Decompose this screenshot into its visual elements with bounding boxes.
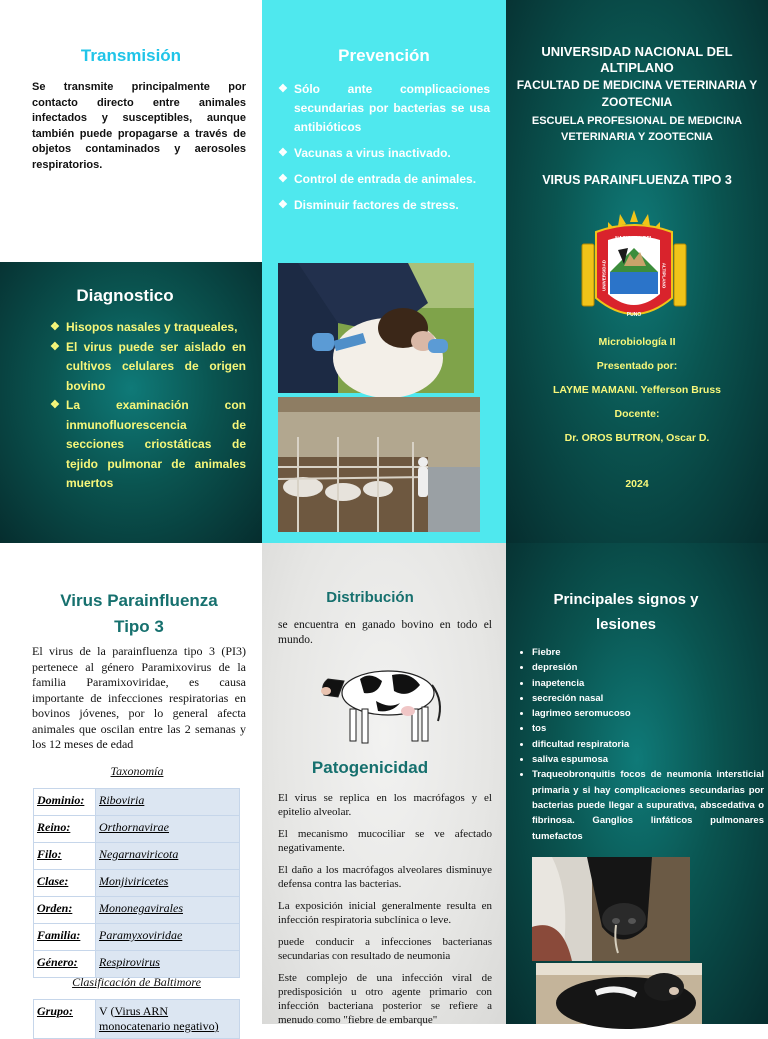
transmision-title: Transmisión bbox=[80, 46, 182, 65]
teacher-label: Docente: bbox=[614, 408, 660, 420]
table-row: Género: Respirovirus bbox=[34, 951, 240, 978]
list-item: • depresión bbox=[532, 660, 764, 675]
table-row: Orden: Mononegavirales bbox=[34, 897, 240, 924]
transmision-panel bbox=[0, 0, 262, 262]
patogenicidad-title: Patogenicidad bbox=[311, 758, 429, 777]
list-item: • Fiebre bbox=[532, 645, 764, 660]
signos-title: Principales signos y lesiones bbox=[553, 591, 699, 633]
diamond-bullet-icon: ❖ bbox=[278, 147, 288, 159]
barn-photo bbox=[278, 397, 480, 532]
list-item: ❖ Control de entrada de animales. bbox=[278, 170, 490, 189]
student-name: LAYME MAMANI. Yefferson Bruss bbox=[552, 384, 722, 396]
table-row: Reino: Orthornavirae bbox=[34, 816, 240, 843]
patogenicidad-text bbox=[278, 791, 492, 1027]
seal-right-text: ALTIPLANO bbox=[661, 262, 667, 289]
seal-top-text: NACIONAL DEL bbox=[615, 236, 653, 242]
cow-illustration bbox=[320, 651, 450, 749]
patogenicidad-paragraph: El mecanismo mucociliar se ve afectado negativamente. bbox=[278, 828, 492, 854]
distribucion-text: se encuentra en ganado bovino en todo el mundo. bbox=[278, 619, 492, 646]
teacher-name: Dr. OROS BUTRON, Oscar D. bbox=[564, 432, 710, 444]
distribucion-panel bbox=[262, 543, 506, 1024]
patogenicidad-paragraph: El daño a los macrófagos alveolares disminuye defensa contra las bacterias. bbox=[278, 864, 492, 890]
virus-panel bbox=[0, 543, 262, 1033]
cover-panel bbox=[506, 0, 768, 543]
baltimore-table bbox=[33, 999, 240, 1039]
table-row: Clase: Monjiviricetes bbox=[34, 870, 240, 897]
university-seal bbox=[580, 208, 688, 328]
diamond-bullet-icon: ❖ bbox=[50, 399, 60, 411]
table-row: Familia: Paramyxoviridae bbox=[34, 924, 240, 951]
list-item: • secreción nasal bbox=[532, 691, 764, 706]
table-row: Grupo: V (Virus ARN monocatenario negativo) bbox=[34, 1000, 240, 1039]
virus-description: El virus de la parainfluenza tipo 3 (PI3) pertenece al género Paramixovirus de la familia Paramixoviridae, es causa importante de infecciones respiratorias en bovinos jóvenes, por lo general afecta animales que oscilan entre las 2 semanas y los 12 meses de edad bbox=[32, 644, 246, 751]
list-item: ❖ La examinación con inmunofluorescencia de secciones criostáticas de tejido pulmonar de animales muertos bbox=[50, 398, 246, 490]
list-item: ❖ Hisopos nasales y traqueales, bbox=[50, 318, 246, 338]
list-item: ❖ Sólo ante complicaciones secundarias por bacterias se usa antibióticos bbox=[278, 82, 490, 134]
signos-panel bbox=[506, 543, 768, 1024]
sick-calf-photo bbox=[536, 963, 702, 1024]
patogenicidad-paragraph: El virus se replica en los macrófagos y el epitelio alveolar. bbox=[278, 792, 492, 818]
cow-nose-photo bbox=[532, 857, 690, 961]
table-row: Filo: Negarnaviricota bbox=[34, 843, 240, 870]
list-item: • lagrimeo seromucoso bbox=[532, 706, 764, 721]
diagnostico-list bbox=[50, 318, 246, 494]
patogenicidad-paragraph: La exposición inicial generalmente resulta en infección respiratoria subclínica o leve. bbox=[278, 900, 492, 926]
list-item: ❖ El virus puede ser aislado en cultivos celulares de origen bovino bbox=[50, 339, 246, 393]
list-item: • tos bbox=[532, 721, 764, 736]
list-item: • inapetencia bbox=[532, 676, 764, 691]
vaccination-photo bbox=[278, 263, 474, 393]
list-item: • Traqueobronquitis focos de neumonía intersticial primaria y si hay complicaciones secundarias por bacterias puede llegar a supurativa, abscedativa o fibrinosa. Ganglios linfáticos pulmonares tumefactos bbox=[532, 767, 764, 843]
faculty-name: FACULTAD DE MEDICINA VETERINARIA Y ZOOTECNIA bbox=[516, 78, 758, 109]
seal-left-text: UNIVERSIDAD bbox=[601, 260, 607, 292]
prevencion-list bbox=[278, 80, 490, 215]
list-item: • dificultad respiratoria bbox=[532, 737, 764, 752]
diagnostico-title: Diagnostico bbox=[76, 286, 174, 305]
diagnostico-panel bbox=[0, 262, 262, 543]
diamond-bullet-icon: ❖ bbox=[278, 173, 288, 185]
seal-bottom-text: PUNO bbox=[626, 312, 642, 318]
taxonomy-title: Taxonomía bbox=[110, 764, 164, 778]
course-name: Microbiología II bbox=[598, 336, 676, 348]
taxonomy-table bbox=[33, 788, 240, 978]
year: 2024 bbox=[625, 478, 649, 490]
prevencion-title: Prevención bbox=[338, 46, 430, 65]
school-name: ESCUELA PROFESIONAL DE MEDICINA VETERINARIA Y ZOOTECNIA bbox=[531, 115, 743, 143]
patogenicidad-paragraph: puede conducir a infecciones bacterianas secundarias con resultado de neumonia bbox=[278, 936, 492, 962]
presented-label: Presentado por: bbox=[596, 360, 678, 372]
patogenicidad-paragraph: Este complejo de una infección viral de predisposición u otro agente primario con infección bacteriana posterior se refiere a menudo como "fiebre de embarque" bbox=[278, 972, 492, 1026]
table-row: Dominio: Riboviria bbox=[34, 789, 240, 816]
transmision-text: Se transmite principalmente por contacto directo entre animales infectados y susceptibles, aunque también puede propagarse a través de objetos contaminados y aerosoles respiratorios. bbox=[32, 81, 246, 171]
cover-topic: VIRUS PARAINFLUENZA TIPO 3 bbox=[542, 173, 732, 187]
university-name: UNIVERSIDAD NACIONAL DEL ALTIPLANO bbox=[541, 44, 733, 75]
diamond-bullet-icon: ❖ bbox=[278, 83, 288, 95]
prevencion-panel bbox=[262, 0, 506, 543]
virus-title: Virus Parainfluenza Tipo 3 bbox=[60, 591, 218, 636]
diamond-bullet-icon: ❖ bbox=[50, 321, 60, 333]
baltimore-title: Clasificación de Baltimore bbox=[72, 975, 201, 989]
list-item: • saliva espumosa bbox=[532, 752, 764, 767]
diamond-bullet-icon: ❖ bbox=[278, 199, 288, 211]
list-item: ❖ Vacunas a virus inactivado. bbox=[278, 144, 490, 163]
list-item: ❖ Disminuir factores de stress. bbox=[278, 196, 490, 215]
diamond-bullet-icon: ❖ bbox=[50, 340, 60, 353]
signos-list bbox=[510, 645, 764, 844]
distribucion-title: Distribución bbox=[326, 589, 414, 606]
